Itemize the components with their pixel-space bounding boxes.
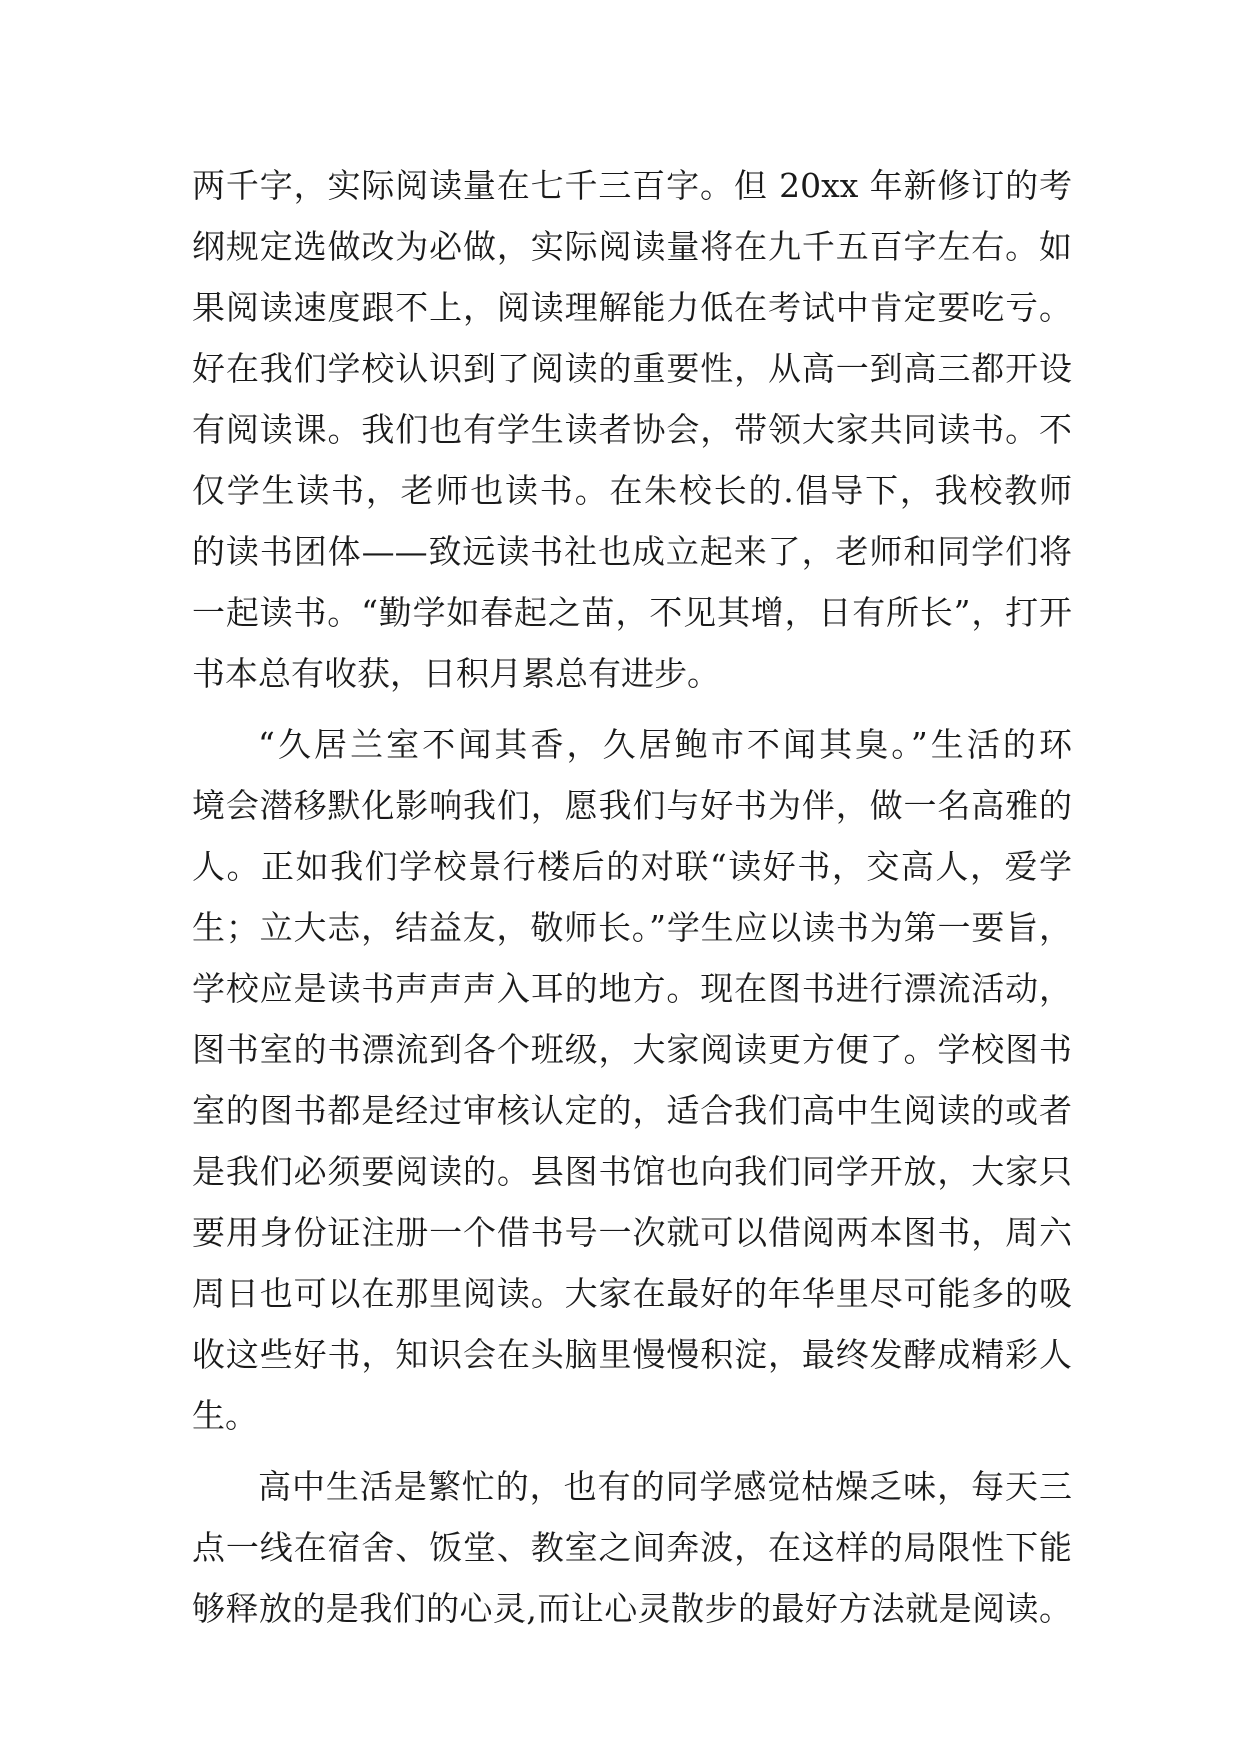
- paragraph: [192, 1456, 1072, 1639]
- text-line: 点一线在宿舍、饭堂、教室之间奔波，在这样的局限性下能: [192, 1528, 1072, 1567]
- paragraph-spacer: [192, 1446, 1072, 1456]
- text-line: 图书室的书漂流到各个班级，大家阅读更方便了。学校图书: [192, 1030, 1072, 1069]
- text-line: 仅学生读书，老师也读书。在朱校长的.倡导下，我校教师: [192, 471, 1072, 510]
- text-line: 人。正如我们学校景行楼后的对联“读好书，交高人，爱学: [192, 847, 1072, 886]
- text-line: 生；立大志，结益友，敬师长。”学生应以读书为第一要旨，: [192, 908, 1072, 947]
- paragraph-spacer: [192, 704, 1072, 714]
- text-line: 学校应是读书声声声入耳的地方。现在图书进行漂流活动，: [192, 969, 1072, 1008]
- document-body: [192, 155, 1072, 1639]
- text-line: 周日也可以在那里阅读。大家在最好的年华里尽可能多的吸: [192, 1274, 1072, 1313]
- text-line: 纲规定选做改为必做，实际阅读量将在九千五百字左右。如: [192, 227, 1072, 266]
- text-line: 书本总有收获，日积月累总有进步。: [192, 654, 720, 693]
- text-line: 收这些好书，知识会在头脑里慢慢积淀，最终发酵成精彩人: [192, 1335, 1072, 1374]
- text-line: 高中生活是繁忙的，也有的同学感觉枯燥乏味，每天三: [258, 1467, 1072, 1506]
- text-line: 室的图书都是经过审核认定的，适合我们高中生阅读的或者: [192, 1091, 1072, 1130]
- text-line: 有阅读课。我们也有学生读者协会，带领大家共同读书。不: [192, 410, 1072, 449]
- text-line: 果阅读速度跟不上，阅读理解能力低在考试中肯定要吃亏。: [192, 288, 1072, 327]
- text-line: 两千字，实际阅读量在七千三百字。但 20xx 年新修订的考: [192, 166, 1072, 205]
- text-line: 生。: [192, 1396, 258, 1435]
- text-line: 一起读书。“勤学如春起之苗，不见其增，日有所长”，打开: [192, 593, 1072, 632]
- text-line: 要用身份证注册一个借书号一次就可以借阅两本图书，周六: [192, 1213, 1072, 1252]
- text-line: “久居兰室不闻其香，久居鲍市不闻其臭。”生活的环: [258, 725, 1072, 764]
- text-line: 够释放的是我们的心灵,而让心灵散步的最好方法就是阅读。: [192, 1589, 1072, 1628]
- paragraph: [192, 155, 1072, 704]
- paragraph: [192, 714, 1072, 1446]
- text-line: 好在我们学校认识到了阅读的重要性，从高一到高三都开设: [192, 349, 1072, 388]
- text-line: 境会潜移默化影响我们，愿我们与好书为伴，做一名高雅的: [192, 786, 1072, 825]
- text-line: 的读书团体——致远读书社也成立起来了，老师和同学们将: [192, 532, 1072, 571]
- text-line: 是我们必须要阅读的。县图书馆也向我们同学开放，大家只: [192, 1152, 1072, 1191]
